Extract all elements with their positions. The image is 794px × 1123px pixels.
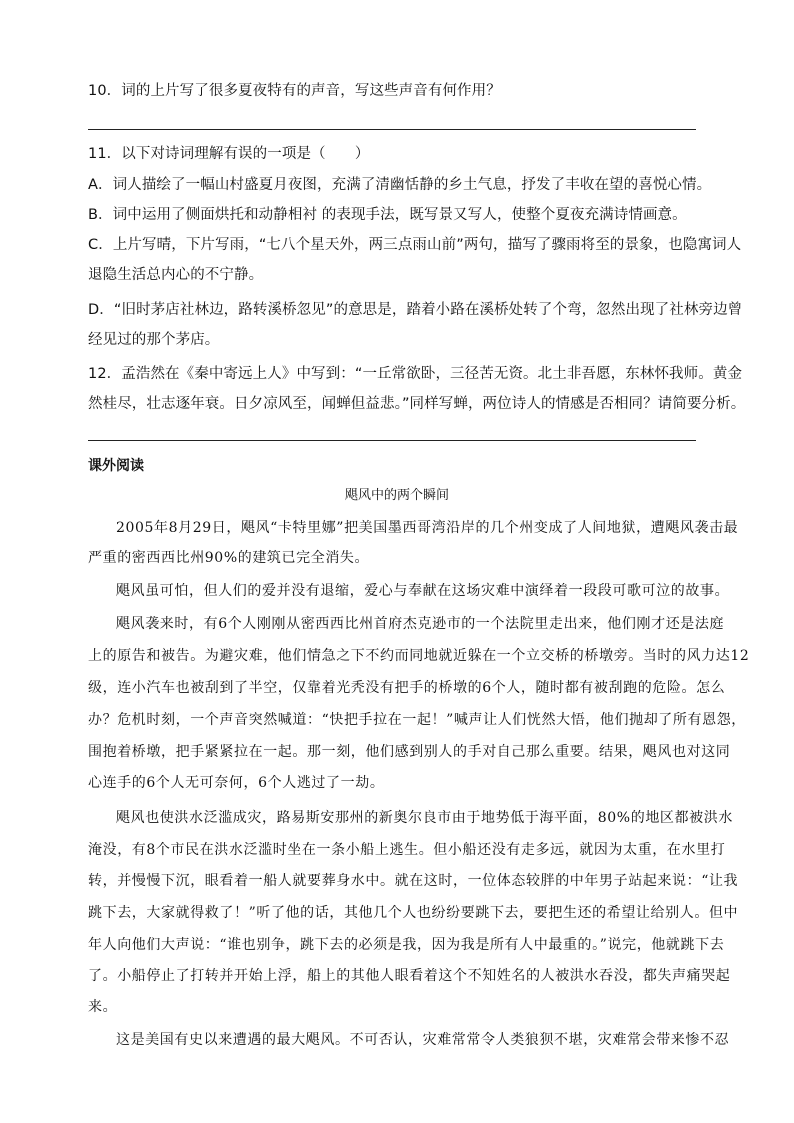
question-10: 10．词的上片写了很多夏夜特有的声音，写这些声音有何作用？	[88, 83, 501, 99]
question-11-stem: 11．以下对诗词理解有误的一项是（ ）	[88, 146, 370, 162]
article-line: 年人向他们大声说：“谁也别争，跳下去的必须是我，因为我是所有人中最重的。”说完，他就跳下去	[88, 937, 725, 953]
article-line: 严重的密西西比州90%的建筑已完全消失。	[88, 550, 370, 566]
article-line: 了。小船停止了打转并开始上浮，船上的其他人眼看着这个不知姓名的人被洪水吞没，都失声痛哭起	[88, 968, 731, 984]
article-line: 2005年8月29日，飓风“卡特里娜”把美国墨西哥湾沿岸的几个州变成了人间地狱，遭飓风袭击最	[116, 520, 739, 536]
question-11-option-a: A．词人描绘了一幅山村盛夏月夜图，充满了清幽恬静的乡土气息，抒发了丰收在望的喜悦心情。	[88, 177, 712, 193]
article-line: 办？危机时刻，一个声音突然喊道：“快把手拉在一起！”喊声让人们恍然大悟，他们抛却了所有恩怨，	[88, 712, 746, 728]
question-12-line1: 12．孟浩然在《秦中寄远上人》中写到：“一丘常欲卧，三径苦无资。北土非吾愿，东林怀我师。黄金	[88, 366, 743, 382]
article-line: 飓风虽可怕，但人们的爱并没有退缩，爱心与奉献在这场灾难中演绎着一段段可歌可泣的故事。	[116, 583, 730, 599]
article-line: 飓风也使洪水泛滥成灾，路易斯安那州的新奥尔良市由于地势低于海平面，80%的地区都被洪水	[116, 810, 733, 826]
answer-line-q10	[88, 129, 696, 130]
question-11-option-c-line2: 退隐生活总内心的不宁静。	[88, 267, 264, 283]
article-line: 这是美国有史以来遭遇的最大飓风。不可否认，灾难常常令人类狼狈不堪，灾难常会带来惨不忍	[116, 1032, 730, 1048]
question-11-option-c-line1: C．上片写晴，下片写雨，“七八个星天外，两三点雨山前”两句，描写了骤雨将至的景象，也隐寓词人	[88, 237, 742, 253]
article-line: 转，并慢慢下沉，眼看着一船人就要葬身水中。就在这时，一位体态较胖的中年男子站起来说：“让我	[88, 873, 739, 889]
article-line: 飓风袭来时，有6个人刚刚从密西西比州首府杰克逊市的一个法院里走出来，他们刚才还是法庭	[116, 616, 725, 632]
question-11-option-d-line1: D．“旧时茅店社林边，路转溪桥忽见”的意思是，踏着小路在溪桥处转了个弯，忽然出现了社林旁边曾	[88, 302, 743, 318]
section-label-extracurricular-reading: 课外阅读	[88, 458, 144, 474]
question-11-option-b: B．词中运用了侧面烘托和动静相衬 的表现手法，既写景又写人，使整个夏夜充满诗情画意。	[88, 207, 687, 223]
article-line: 淹没，有8个市民在洪水泛滥时坐在一条小船上逃生。但小船还没有走多远，就因为太重，在水里打	[88, 842, 726, 858]
article-line: 上的原告和被告。为避灾难，他们情急之下不约而同地就近躲在一个立交桥的桥墩旁。当时的风力达12	[88, 648, 750, 664]
article-line: 跳下去，大家就得救了！”听了他的话，其他几个人也纷纷要跳下去，要把生还的希望让给别人。但中	[88, 905, 739, 921]
article-line: 围抱着桥墩，把手紧紧拉在一起。那一刻，他们感到别人的手对自己那么重要。结果，飓风也对这同	[88, 744, 731, 760]
question-12-line2: 然桂尽，壮志逐年衰。日夕凉风至，闻蝉但益悲。”同样写蝉，两位诗人的情感是否相同？请简要分析。	[88, 396, 746, 412]
question-11-option-d-line2: 经见过的那个茅店。	[88, 332, 220, 348]
article-line: 级，连小汽车也被刮到了半空，仅靠着光秃没有把手的桥墩的6个人，随时都有被刮跑的危险。怎么	[88, 680, 726, 696]
article-line: 来。	[88, 999, 118, 1015]
article-line: 心连手的6个人无可奈何，6个人逃过了一劫。	[88, 775, 385, 791]
article-title: 飓风中的两个瞬间	[344, 488, 449, 503]
answer-line-q12	[88, 440, 696, 441]
